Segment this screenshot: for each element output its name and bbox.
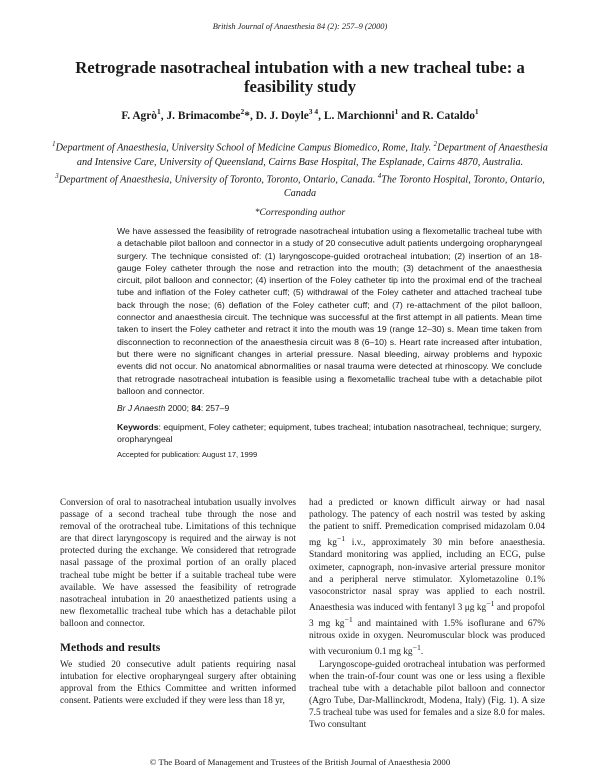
author-name: F. Agrò — [121, 109, 157, 122]
copyright-footer: © The Board of Management and Trustees of the British Journal of Anaesthesia 2000 — [149, 757, 451, 767]
running-head: British Journal of Anaesthesia 84 (2): 257–9 (2000) — [212, 22, 388, 31]
keywords-label: Keywords — [117, 422, 159, 433]
superscript: −1 — [486, 598, 495, 608]
accepted-date: Accepted for publication: August 17, 1999 — [117, 449, 258, 459]
methods-heading: Methods and results — [60, 641, 161, 655]
affiliation-mark: 1 — [52, 141, 56, 148]
text-run: had a predicted or known difficult airway or had nasal pathology. The patency of each nostril was tested by asking the patient to sniff. Premedication comprised midazolam 0.04 mg kg — [309, 498, 545, 549]
author-affiliation-mark: 1 — [157, 107, 161, 116]
methods-continued-paragraph — [309, 497, 545, 659]
text-run: and maintained with 1.5% isoflurane and 67% nitrous oxide in oxygen. Neuromuscular block was produced with vecuronium 0.1 mg kg — [309, 619, 545, 658]
author-affiliation-mark: 2 — [240, 107, 245, 116]
abstract-block — [117, 225, 542, 459]
superscript: −1 — [336, 534, 346, 544]
citation-year: 2000; — [165, 403, 192, 414]
author-name: J. Brimacombe — [166, 109, 241, 122]
affiliation-mark: 3 — [55, 172, 59, 180]
author-separator: , — [160, 109, 167, 122]
right-column — [309, 497, 545, 731]
author-separator: , — [318, 109, 324, 122]
author-affiliation-mark: 1 — [394, 107, 399, 116]
author-separator: and — [398, 109, 423, 122]
affiliation-mark: 2 — [433, 141, 438, 148]
citation-pages: : 257–9 — [200, 403, 230, 414]
text-run: . — [420, 647, 424, 658]
author-affiliation-mark: 3 4 — [308, 107, 319, 116]
author-name: R. Cataldo — [422, 109, 475, 122]
affiliation-text: Department of Anaesthesia, University School of Medicine Campus Biomedico, Rome, Italy. — [55, 142, 434, 154]
text-run: i.v., approximately 30 min before anaesthesia. Standard monitoring was applied, including an ECG, pulse oximeter, capnograph, non-invasive arterial pressure monitor and a peripheral nerve stimulator. Xylometazoline 0.1% vasoconstrictor nasal spray was applied to each nostril. Anaesthesia was induced with fentanyl 3 μg kg — [309, 538, 545, 613]
affiliation-text: The Toronto Hospital, Toronto, Ontario, Canada — [283, 174, 545, 200]
corresponding-author-note: *Corresponding author — [254, 207, 346, 218]
citation-line — [117, 403, 542, 413]
citation-journal: Br J Anaesth — [117, 403, 166, 414]
keywords — [117, 421, 542, 446]
intubation-paragraph: Laryngoscope-guided orotracheal intubation was performed when the train-of-four count was one or less using a flexible tracheal tube with a detachable pilot balloon and connector (Agro Tube, Dar-Mallinckrodt, Modena, Italy) (Fig. 1). A size 7.5 tracheal tube was used for females and a size 8.0 for males. Two consultant — [309, 659, 545, 731]
methods-paragraph: We studied 20 consecutive adult patients requiring nasal intubation for elective oropharyngeal surgery after obtaining approval from the Ethics Committee and written informed consent. Patients were excluded if they were less than 18 yr, — [60, 660, 296, 707]
intro-paragraph: Conversion of oral to nasotracheal intubation usually involves passage of a second tracheal tube through the nose and removal of the orotracheal tube. Limitations of this technique are that direct laryngoscopy is required and the airway is not protected during the exchange. We considered that retrograde nasal passage of the proximal portion of an orally placed tracheal tube might be better if a suitable tracheal tube were available. We have assessed the feasibility of retrograde nasotracheal intubation in 20 anaesthetized patients using a new flexometallic tracheal tube which has a detachable pilot balloon and connector. — [60, 498, 296, 629]
text-run: and propofol 3 mg kg — [309, 602, 545, 630]
left-column — [60, 497, 296, 708]
affiliation-text: Department of Anaesthesia, University of Toronto, Toronto, Ontario, Canada. — [58, 174, 378, 186]
superscript: −1 — [344, 615, 353, 625]
author-name: D. J. Doyle — [255, 109, 309, 122]
author-separator: , — [249, 109, 256, 122]
keywords-text: : equipment, Foley catheter; equipment, tubes tracheal; intubation nasotracheal, technique; surgery, oropharyngeal — [117, 422, 542, 445]
affiliation-mark: 4 — [377, 172, 382, 180]
abstract-text: We have assessed the feasibility of retrograde nasotracheal intubation using a flexometallic tracheal tube with a detachable pilot balloon and connector in a study of 20 consecutive adult patients undergoing oropharyngeal surgery. The technique consisted of: (1) laryngoscope-guided orotracheal intubation; (2) insertion of an 18-gauge Foley catheter through the nose and retraction into the mouth; (3) detachment of the anaesthesia circuit, pilot balloon and connector; (4) insertion of the Foley catheter tip into the proximal end of the tracheal tube and inflation of the Foley catheter cuff; (5) withdrawal of the Foley catheter and attached tracheal tube back through the nose; (6) deflation of the Foley catheter cuff; and (7) re-attachment of the pilot balloon, connector and anaesthesia circuit. The technique was successful at the first attempt in all patients. Mean time taken to insert the Foley catheter and retract it into the mouth was 19 (range 12–30) s. Mean time taken from disconnection to reconnection of the anaesthesia circuit was 8 (6–10) s. Heart rate increased after intubation, but there were no significant changes in arterial pressure. Nasal bleeding, airway problems and hypoxic events did not occur. No anatomical abnormalities or nasal trauma were detected at rhinoscopy. We conclude that retrograde nasotracheal intubation is feasible using a flexometallic tracheal tube with a detachable pilot balloon and connector. — [117, 226, 542, 396]
author-affiliation-mark: 1 — [474, 107, 479, 116]
citation-volume: 84 — [191, 403, 201, 414]
corresponding-star: * — [244, 109, 250, 122]
affiliations — [52, 138, 548, 202]
author-list — [40, 107, 560, 122]
superscript: −1 — [412, 643, 421, 653]
affiliation-text: Department of Anaesthesia and Intensive Care, University of Queensland, Cairns Base Hospital, The Esplanade, Cairns 4870, Australia. — [76, 142, 548, 168]
author-name: L. Marchionni — [323, 109, 395, 122]
article-title: Retrograde nasotracheal intubation with a new tracheal tube: a feasibility study — [75, 58, 525, 96]
